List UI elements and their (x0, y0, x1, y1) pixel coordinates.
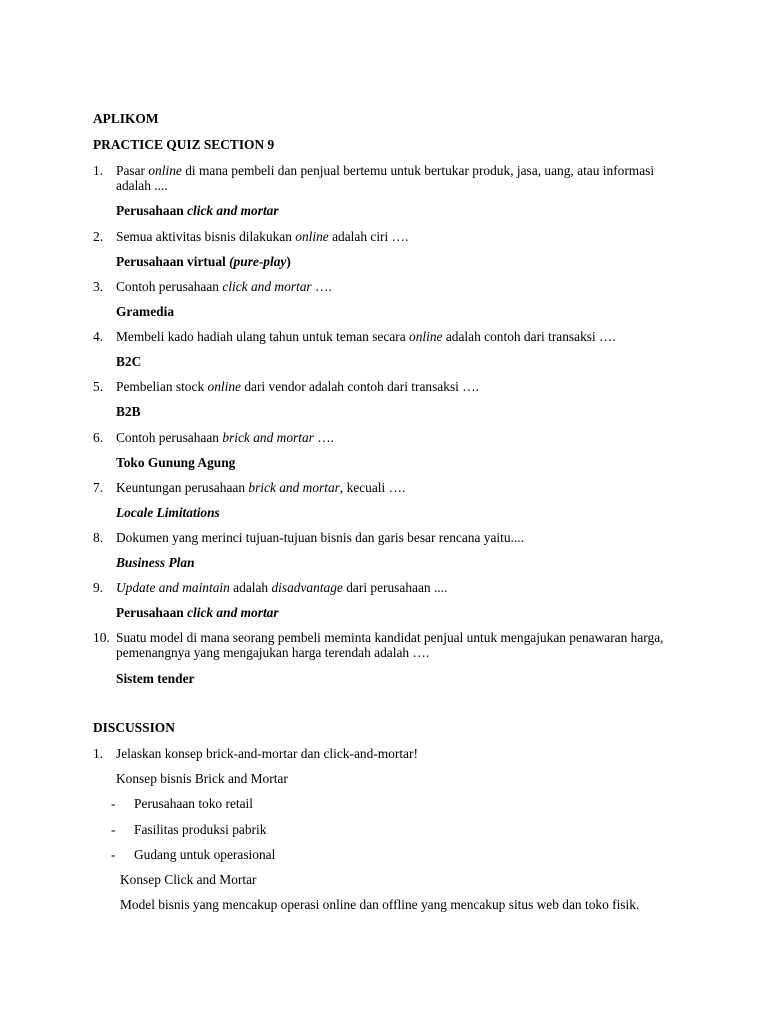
quiz-answer (116, 304, 174, 319)
question-number: 8. (93, 530, 104, 545)
list-item-text: Fasilitas produksi pabrik (134, 822, 267, 837)
text-run: Perusahaan (116, 605, 188, 620)
question-text (116, 229, 676, 244)
quiz-answer (116, 354, 141, 369)
text-run: B2B (116, 404, 141, 419)
italic-text: (pure-play (229, 254, 287, 269)
question-number: 7. (93, 480, 104, 495)
text-run: , kecuali …. (339, 480, 406, 495)
text-run: Pembelian stock (116, 379, 208, 394)
italic-text: Update and maintain (116, 580, 230, 595)
quiz-question (93, 530, 673, 545)
quiz-answer (116, 203, 279, 218)
text-run: …. (313, 430, 334, 445)
italic-text: disadvantage (271, 580, 343, 595)
question-number: 9. (93, 580, 104, 595)
question-text (116, 379, 676, 394)
text-run: Pasar (116, 163, 149, 178)
discussion-title: DISCUSSION (93, 720, 175, 735)
italic-text: online (409, 329, 443, 344)
quiz-answer (116, 671, 194, 686)
question-number: 2. (93, 229, 104, 244)
click-text: Model bisnis yang mencakup operasi online dan offline yang mencakup situs web dan toko fisik. (120, 897, 640, 912)
question-text (116, 329, 676, 344)
text-run: Perusahaan virtual (116, 254, 230, 269)
italic-text: Business Plan (116, 555, 195, 570)
italic-text: brick and mortar (222, 430, 314, 445)
question-number: 1. (93, 163, 104, 178)
text-run: Semua aktivitas bisnis dilakukan (116, 229, 296, 244)
text-run: adalah ciri …. (328, 229, 409, 244)
question-text (116, 630, 676, 660)
discussion-question (93, 746, 673, 761)
bullet-dash: - (111, 822, 116, 837)
text-run: Sistem tender (116, 671, 195, 686)
text-run: di mana pembeli dan penjual bertemu untuk bertukar produk, jasa, uang, atau informasi adalah .... (116, 163, 655, 193)
question-text (116, 279, 676, 294)
quiz-answer (116, 455, 235, 470)
bullet-dash: - (111, 847, 116, 862)
text-run: Contoh perusahaan (116, 430, 223, 445)
quiz-question (93, 580, 673, 595)
text-run: Toko Gunung Agung (116, 455, 236, 470)
text-run: adalah contoh dari transaksi …. (442, 329, 616, 344)
quiz-answer (116, 555, 195, 570)
list-item-text: Gudang untuk operasional (134, 847, 276, 862)
quiz-question (93, 630, 673, 660)
brick-heading: Konsep bisnis Brick and Mortar (116, 771, 288, 786)
question-text (116, 430, 676, 445)
text-run: …. (311, 279, 332, 294)
question-number: 5. (93, 379, 104, 394)
course-title: APLIKOM (93, 111, 159, 126)
quiz-question (93, 163, 673, 193)
text-run: Contoh perusahaan (116, 279, 223, 294)
question-number: 4. (93, 329, 104, 344)
section-title: PRACTICE QUIZ SECTION 9 (93, 137, 275, 152)
text-run: Gramedia (116, 304, 175, 319)
quiz-answer (116, 505, 220, 520)
text-run: Membeli kado hadiah ulang tahun untuk teman secara (116, 329, 410, 344)
quiz-question (93, 279, 673, 294)
quiz-question (93, 480, 673, 495)
italic-text: brick and mortar (248, 480, 340, 495)
italic-text: online (295, 229, 329, 244)
click-heading: Konsep Click and Mortar (120, 872, 257, 887)
quiz-answer (116, 254, 291, 269)
text-run: ) (286, 254, 291, 269)
bullet-dash: - (111, 796, 116, 811)
quiz-question (93, 379, 673, 394)
quiz-answer (116, 605, 279, 620)
text-run: Keuntungan perusahaan (116, 480, 249, 495)
text-run: Suatu model di mana seorang pembeli meminta kandidat penjual untuk mengajukan penawaran harga, pemenangnya yang mengajukan harga terendah adalah …. (116, 630, 664, 660)
italic-text: online (207, 379, 241, 394)
italic-text: online (148, 163, 182, 178)
italic-text: click and mortar (187, 203, 279, 218)
text-run: B2C (116, 354, 142, 369)
text-run: adalah (229, 580, 272, 595)
quiz-question (93, 329, 673, 344)
question-text (116, 530, 676, 545)
question-number: 3. (93, 279, 104, 294)
text-run: Dokumen yang merinci tujuan-tujuan bisnis dan garis besar rencana yaitu.... (116, 530, 524, 545)
list-item-text: Perusahaan toko retail (134, 796, 253, 811)
question-text: Jelaskan konsep brick-and-mortar dan click-and-mortar! (116, 746, 418, 761)
quiz-question (93, 229, 673, 244)
italic-text: click and mortar (222, 279, 312, 294)
question-text (116, 480, 676, 495)
italic-text: Locale Limitations (116, 505, 220, 520)
text-run: Perusahaan (116, 203, 188, 218)
question-number: 1. (93, 746, 104, 761)
text-run: dari vendor adalah contoh dari transaksi …. (240, 379, 479, 394)
quiz-question (93, 430, 673, 445)
text-run: dari perusahaan .... (342, 580, 448, 595)
quiz-answer (116, 404, 141, 419)
italic-text: click and mortar (187, 605, 279, 620)
question-text (116, 580, 676, 595)
question-number: 6. (93, 430, 104, 445)
question-text (116, 163, 676, 193)
question-number: 10. (93, 630, 110, 645)
